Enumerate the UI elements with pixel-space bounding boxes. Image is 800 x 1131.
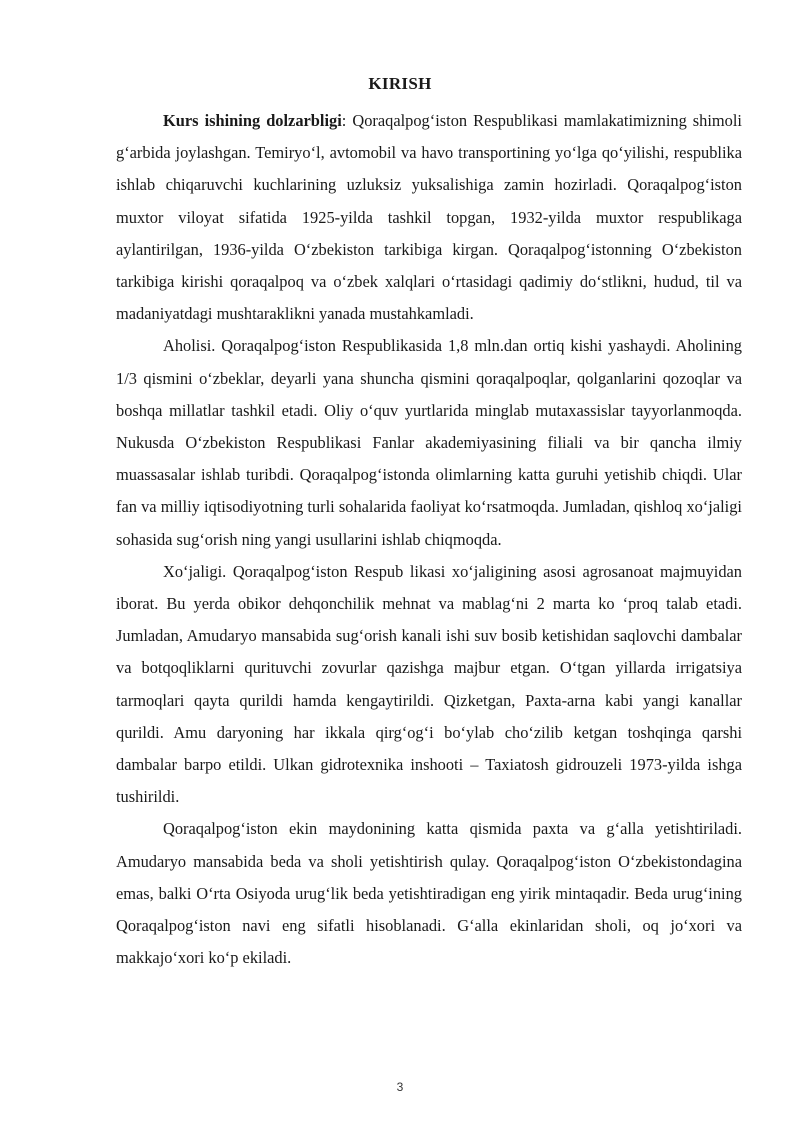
page-title: KIRISH [368, 74, 432, 93]
paragraph-text: : Qoraqalpog‘iston Respublikasi mamlakatimizning shimoli g‘arbida joylashgan. Temiryo‘l, avtomobil va havo transportining yo‘lga qo‘yilishi, respublika ishlab chiqaruvchi kuchlarining uzluksiz yuksalishiga zamin hozirladi. Qoraqalpog‘iston muxtor viloyat sifatida 1925-yilda tashkil topgan, 1932-yilda muxtor respublikaga aylantirilgan, 1936-yilda O‘zbekiston tarkibiga kirgan. Qoraqalpog‘istonning O‘zbekiston tarkibiga kirishi qoraqalpoq va o‘zbek xalqlari o‘rtasidagi qadimiy do‘stlikni, hudud, til va madaniyatdagi mushtaraklikni yanada mustahkamladi. [116, 111, 742, 324]
page-number: 3 [396, 1080, 404, 1094]
paragraph-text: Aholisi. Qoraqalpog‘iston Respublikasida 1,8 mln.dan ortiq kishi yashaydi. Aholining 1/3 qismini o‘zbeklar, deyarli yana shuncha qismini qoraqalpoqlar, qolganlarini qozoqlar va boshqa millatlar tashkil etadi. Oliy o‘quv yurtlarida minglab mutaxassislar tayyorlanmoqda. Nukusda O‘zbekiston Respublikasi Fanlar akademiyasining filiali va bir qancha ilmiy muassasalar ishlab turibdi. Qoraqalpog‘istonda olimlarning katta guruhi yetishib chiqdi. Ular fan va milliy iqtisodiyotning turli sohalarida faoliyat ko‘rsatmoqda. Jumladan, qishloq xo‘jaligi sohasida sug‘orish ning yangi usullarini ishlab chiqmoqda. [116, 336, 742, 549]
paragraph-economy [116, 556, 742, 814]
paragraph-population [116, 330, 742, 555]
paragraph-text: Xo‘jaligi. Qoraqalpog‘iston Respub likasi xo‘jaligining asosi agrosanoat majmuyidan iborat. Bu yerda obikor dehqonchilik mehnat va mablag‘ni 2 marta ko ‘proq talab etadi. Jumladan, Amudaryo mansabida sug‘orish kanali ishi suv bosib ketishidan saqlovchi dambalar va botqoqliklarni qurituvchi zovurlar qazishga majbur etgan. O‘tgan yillarda irrigatsiya tarmoqlari qayta qurildi hamda kengaytirildi. Qizketgan, Paxta-arna kabi yangi kanallar qurildi. Amu daryoning har ikkala qirg‘og‘i bo‘ylab cho‘zilib ketgan toshqinga qarshi dambalar barpo etildi. Ulkan gidrotexnika inshooti – Taxiatosh gidrouzeli 1973-yilda ishga tushirildi. [116, 561, 742, 807]
paragraph-agriculture [116, 813, 742, 974]
paragraph-relevance [116, 105, 742, 330]
paragraph-text: Qoraqalpog‘iston ekin maydonining katta qismida paxta va g‘alla yetishtiriladi. Amudaryo mansabida beda va sholi yetishtirish qulay. Qoraqalpog‘iston O‘zbekistondagina emas, balki O‘rta Osiyoda urug‘lik beda yetishtiradigan eng yirik mintaqadir. Beda urug‘ining Qoraqalpog‘iston navi eng sifatli hisoblanadi. G‘alla ekinlaridan sholi, oq jo‘xori va makkajo‘xori ko‘p ekiladi. [116, 819, 742, 968]
document-body [116, 105, 742, 974]
paragraph-lead: Kurs ishining dolzarbligi [163, 111, 342, 130]
